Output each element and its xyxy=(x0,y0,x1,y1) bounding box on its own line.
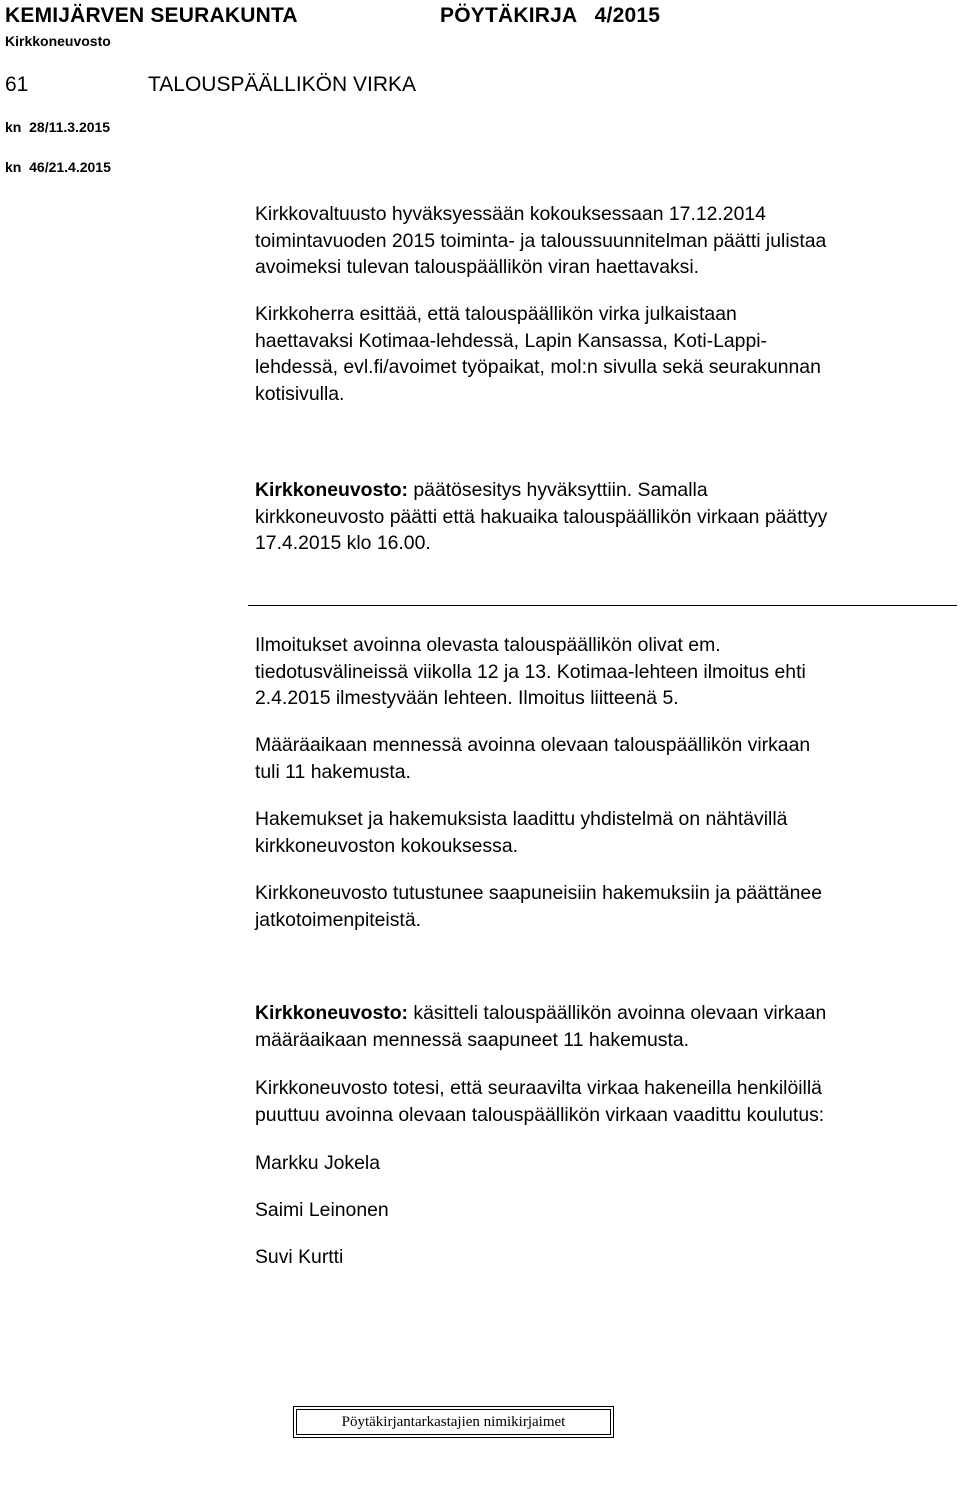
applicant-name: Suvi Kurtti xyxy=(255,1246,344,1268)
paragraph-board-review: Kirkkoneuvosto tutustunee saapuneisiin hakemuksiin ja päättänee jatkotoimenpiteistä. xyxy=(255,882,823,931)
paragraph-applications-available: Hakemukset ja hakemuksista laadittu yhdistelmä on nähtävillä kirkkoneuvoston kokouksessa. xyxy=(255,808,788,857)
paragraph-missing-qualification: Kirkkoneuvosto totesi, että seuraavilta virkaa hakeneilla henkilöillä puuttuu avoinna olevaan talouspäällikön virkaan vaadittu koulutus: xyxy=(255,1077,825,1126)
paragraph-vicar-proposal: Kirkkoherra esittää, että talouspäällikön virka julkaistaan haettavaksi Kotimaa-lehdessä, Lapin Kansassa, Koti-Lappi- lehdessä, evl.fi/avoimet työpaikat, mol:n sivulla sekä seurakunnan kotisivulla. xyxy=(255,303,821,405)
decision-text: käsitteli talouspäällikön avoinna olevaan virkaan määräaikaan mennessä saapuneet 11 hakemusta. xyxy=(255,1002,827,1051)
applicant-name: Saimi Leinonen xyxy=(255,1199,389,1221)
decision-label: Kirkkoneuvosto: xyxy=(255,1002,408,1024)
paragraph-board-decision-2 xyxy=(255,1000,960,1053)
paragraph-board-decision-1 xyxy=(255,477,960,557)
section-divider xyxy=(248,605,957,606)
applicant-name: Markku Jokela xyxy=(255,1152,381,1174)
decision-text: päätösesitys hyväksyttiin. Samalla kirkkoneuvosto päätti että hakuaika talouspäällikön virkaan päättyy 17.4.2015 klo 16.00. xyxy=(255,479,828,554)
paragraph-applications-count: Määräaikaan mennessä avoinna olevaan talouspäällikön virkaan tuli 11 hakemusta. xyxy=(255,734,811,783)
document-title: PÖYTÄKIRJA 4/2015 xyxy=(440,4,661,27)
signature-box xyxy=(293,1406,614,1438)
signature-box-label: Pöytäkirjantarkastajien nimikirjaimet xyxy=(296,1409,611,1435)
section-title: TALOUSPÄÄLLIKÖN VIRKA xyxy=(148,73,417,96)
paragraph-council-decision: Kirkkovaltuusto hyväksyessään kokouksessaan 17.12.2014 toimintavuoden 2015 toiminta- ja taloussuunnitelman päätti julistaa avoimeksi tulevan talouspäällikön viran haettavaksi. xyxy=(255,203,827,278)
body-name: Kirkkoneuvosto xyxy=(5,33,111,49)
section-number: 61 xyxy=(5,73,29,96)
meeting-reference: kn 46/21.4.2015 xyxy=(5,159,111,175)
paragraph-announcements: Ilmoitukset avoinna olevasta talouspäällikön olivat em. tiedotusvälineissä viikolla 12 ja 13. Kotimaa-lehteen ilmoitus ehti 2.4.2015 ilmestyvään lehteen. Ilmoitus liitteenä 5. xyxy=(255,634,806,709)
organization-name: KEMIJÄRVEN SEURAKUNTA xyxy=(5,4,298,27)
meeting-reference: kn 28/11.3.2015 xyxy=(5,119,111,135)
decision-label: Kirkkoneuvosto: xyxy=(255,479,408,501)
